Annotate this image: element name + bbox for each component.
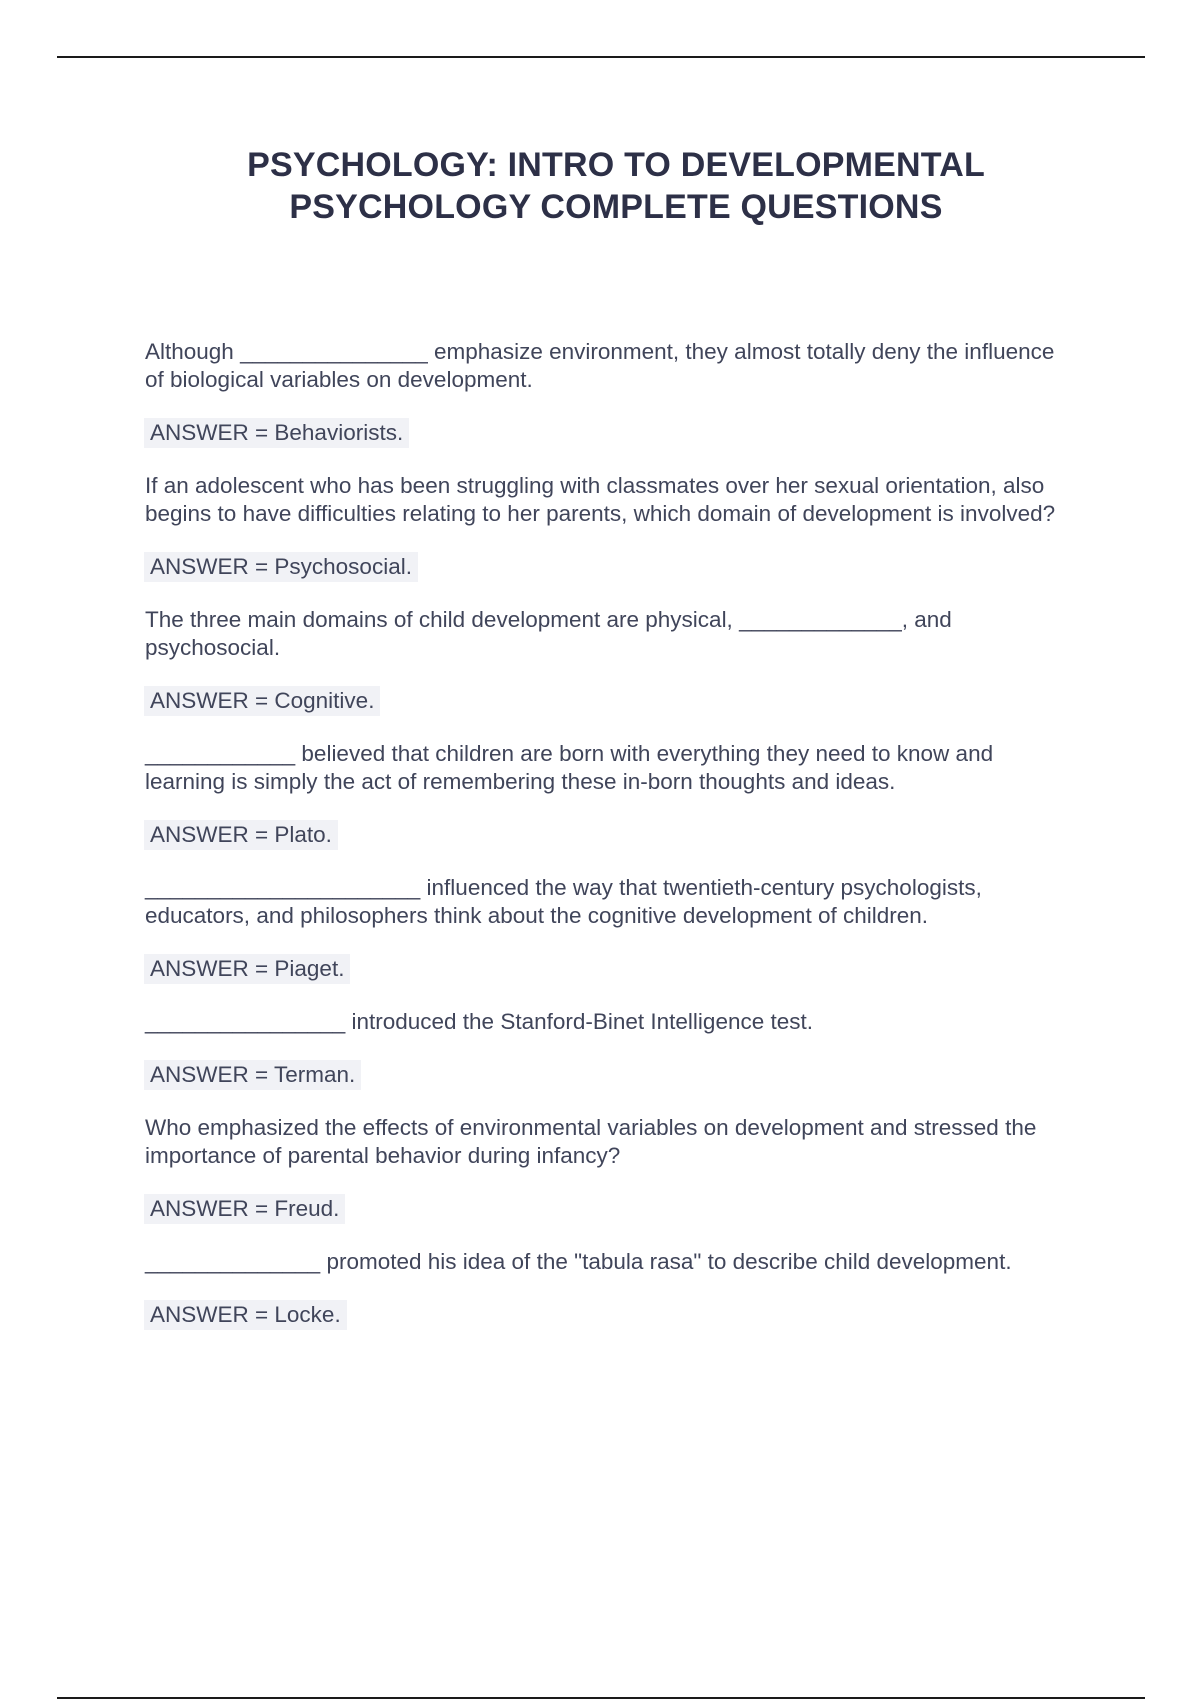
answer-text: ANSWER = Plato.: [144, 820, 338, 850]
question-text: ______________ promoted his idea of the "tabula rasa" to describe child development.: [145, 1249, 1012, 1274]
title-line-1: PSYCHOLOGY: INTRO TO DEVELOPMENTAL: [247, 146, 985, 184]
question-text: ______________________ influenced the way that twentieth-century psychologists, educators, and philosophers think about the cognitive development of children.: [145, 875, 982, 928]
qa-item: [145, 740, 1075, 874]
qa-item: [145, 1248, 1075, 1354]
answer-text: ANSWER = Psychosocial.: [144, 552, 418, 582]
question-text: Although _______________ emphasize environment, they almost totally deny the influence of biological variables on development.: [145, 339, 1055, 392]
question-text: The three main domains of child development are physical, _____________, and psychosocial.: [145, 607, 952, 660]
qa-item: [145, 338, 1075, 472]
qa-item: [145, 1008, 1075, 1114]
qa-item: [145, 472, 1075, 606]
question-text: If an adolescent who has been struggling with classmates over her sexual orientation, also begins to have difficulties relating to her parents, which domain of development is involved?: [145, 473, 1056, 526]
title-line-2: PSYCHOLOGY COMPLETE QUESTIONS: [289, 188, 943, 226]
qa-item: [145, 1114, 1075, 1248]
answer-text: ANSWER = Behaviorists.: [144, 418, 409, 448]
answer-text: ANSWER = Cognitive.: [144, 686, 380, 716]
bottom-rule: [57, 1697, 1145, 1699]
qa-item: [145, 606, 1075, 740]
qa-list: [145, 338, 1075, 1354]
answer-text: ANSWER = Terman.: [144, 1060, 361, 1090]
page-title: [0, 144, 1200, 228]
answer-text: ANSWER = Piaget.: [144, 954, 350, 984]
answer-text: ANSWER = Freud.: [144, 1194, 345, 1224]
question-text: ____________ believed that children are born with everything they need to know and learning is simply the act of remembering these in-born thoughts and ideas.: [145, 741, 994, 794]
question-text: ________________ introduced the Stanford-Binet Intelligence test.: [145, 1009, 814, 1034]
question-text: Who emphasized the effects of environmental variables on development and stressed the importance of parental behavior during infancy?: [145, 1115, 1037, 1168]
answer-text: ANSWER = Locke.: [144, 1300, 347, 1330]
top-rule: [57, 56, 1145, 58]
qa-item: [145, 874, 1075, 1008]
